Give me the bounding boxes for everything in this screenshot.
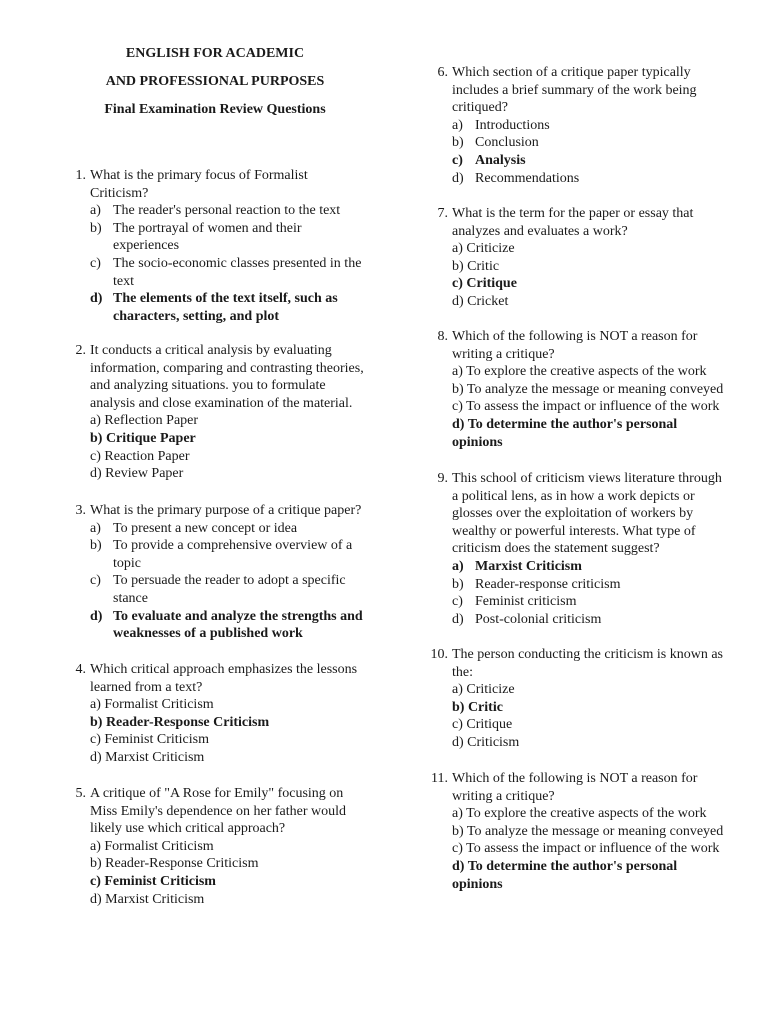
answer-option-correct: b) Critique Paper xyxy=(90,431,196,446)
answer-option: The reader's personal reaction to the text xyxy=(113,203,341,219)
question-text-line: writing a critique? xyxy=(452,346,555,362)
answer-option: text xyxy=(113,273,134,289)
option-label: c) xyxy=(452,153,463,168)
answer-option: Feminist criticism xyxy=(475,594,577,610)
answer-option: a) Reflection Paper xyxy=(90,413,199,429)
option-label: d) xyxy=(90,608,103,624)
question-text-line: a political lens, as in how a work depicts or xyxy=(452,488,695,504)
answer-option: Conclusion xyxy=(475,135,539,151)
question-text-line: What is the term for the paper or essay that xyxy=(452,206,694,221)
question-text-line: information, comparing and contrasting theories, xyxy=(90,360,364,376)
question-text-line: includes a brief summary of the work being xyxy=(452,82,697,98)
question-number: 2. xyxy=(75,343,86,358)
answer-option-correct: c) Feminist Criticism xyxy=(90,874,216,889)
question-text-line: Which of the following is NOT a reason for xyxy=(452,771,698,786)
question-number: 5. xyxy=(75,786,86,801)
question-text-line: This school of criticism views literature through xyxy=(452,471,722,486)
answer-option: a) Criticize xyxy=(452,241,515,257)
question-text-line: What is the primary focus of Formalist xyxy=(90,168,308,183)
option-label: b) xyxy=(90,538,102,554)
answer-option: stance xyxy=(113,591,148,606)
question-text-line: glosses over the exploitation of workers by xyxy=(452,506,694,522)
question-text-line: What is the primary purpose of a critique paper? xyxy=(90,503,362,518)
question-text-line: Which section of a critique paper typically xyxy=(452,65,691,80)
answer-option: The socio-economic classes presented in the xyxy=(113,256,362,271)
answer-option-correct: d) To determine the author's personal xyxy=(452,859,678,874)
option-label: b) xyxy=(452,135,464,151)
answer-option: Recommendations xyxy=(475,170,580,186)
answer-option: c) To assess the impact or influence of the work xyxy=(452,399,720,415)
answer-option: topic xyxy=(113,555,141,571)
answer-option: a) To explore the creative aspects of the work xyxy=(452,364,707,380)
option-label: c) xyxy=(452,594,463,610)
option-label: a) xyxy=(452,559,464,574)
answer-option-correct: Marxist Criticism xyxy=(475,559,582,574)
question-text-line: Which of the following is NOT a reason for xyxy=(452,329,698,344)
answer-option: c) Feminist Criticism xyxy=(90,732,209,748)
option-label: a) xyxy=(90,203,101,219)
question-number: 3. xyxy=(75,503,86,518)
question-number: 8. xyxy=(437,329,448,344)
answer-option: experiences xyxy=(113,238,180,254)
question-text-line: A critique of "A Rose for Emily" focusing on xyxy=(90,786,344,801)
question-text-line: likely use which critical approach? xyxy=(90,821,286,837)
question-text-line: Miss Emily's dependence on her father would xyxy=(90,803,347,819)
answer-option-correct: To evaluate and analyze the strengths and xyxy=(113,608,363,624)
answer-option: b) Critic xyxy=(452,258,500,274)
answer-option: To provide a comprehensive overview of a xyxy=(113,538,353,554)
answer-option-correct: weaknesses of a published work xyxy=(113,626,303,642)
answer-option-correct: c) Critique xyxy=(452,276,517,292)
answer-option: b) To analyze the message or meaning conveyed xyxy=(452,823,724,839)
answer-option: a) Formalist Criticism xyxy=(90,697,214,713)
question-text-line: and analyzing situations. you to formulate xyxy=(90,378,326,394)
answer-option-correct: d) To determine the author's personal xyxy=(452,417,678,432)
option-label: c) xyxy=(90,573,101,589)
option-label: d) xyxy=(452,611,464,627)
option-label: c) xyxy=(90,256,101,271)
answer-option-correct: The elements of the text itself, such as xyxy=(113,291,338,307)
answer-option: Introductions xyxy=(475,117,550,133)
answer-option-correct: opinions xyxy=(452,434,503,450)
answer-option: Post-colonial criticism xyxy=(475,611,602,627)
answer-option-correct: b) Critic xyxy=(452,699,503,715)
option-label: d) xyxy=(90,291,103,307)
answer-option: d) Marxist Criticism xyxy=(90,750,205,765)
question-text-line: criticism does the statement suggest? xyxy=(452,541,660,557)
option-label: a) xyxy=(452,117,463,133)
answer-option: d) Marxist Criticism xyxy=(90,891,205,907)
doc-title-line1: ENGLISH FOR ACADEMIC xyxy=(125,46,305,61)
question-text-line: The person conducting the criticism is known as xyxy=(452,647,723,662)
answer-option: d) Cricket xyxy=(452,294,509,309)
answer-option: c) Reaction Paper xyxy=(90,448,190,464)
answer-option: b) To analyze the message or meaning conveyed xyxy=(452,381,724,397)
answer-option: d) Review Paper xyxy=(90,466,184,482)
question-text-line: Which critical approach emphasizes the lessons xyxy=(90,662,358,677)
answer-option-correct: opinions xyxy=(452,876,503,892)
answer-option: To present a new concept or idea xyxy=(113,520,298,536)
question-text-line: learned from a text? xyxy=(90,679,203,695)
question-number: 6. xyxy=(437,65,448,80)
question-number: 9. xyxy=(437,471,448,486)
question-number: 1. xyxy=(75,168,86,183)
answer-option: a) Criticize xyxy=(452,682,515,698)
question-text-line: analyzes and evaluates a work? xyxy=(452,223,628,239)
question-number: 7. xyxy=(437,206,448,221)
question-number: 11. xyxy=(431,771,448,786)
answer-option: d) Criticism xyxy=(452,735,520,750)
question-text-line: the: xyxy=(452,664,473,680)
answer-option-correct: b) Reader-Response Criticism xyxy=(90,714,270,730)
answer-option: c) Critique xyxy=(452,717,513,733)
question-text-line: Criticism? xyxy=(90,185,149,201)
question-text-line: It conducts a critical analysis by evaluating xyxy=(90,343,332,358)
question-text-line: critiqued? xyxy=(452,100,508,116)
option-label: a) xyxy=(90,520,101,536)
question-text-line: writing a critique? xyxy=(452,788,555,804)
answer-option: c) To assess the impact or influence of the work xyxy=(452,841,720,857)
answer-option: Reader-response criticism xyxy=(475,576,621,592)
option-label: b) xyxy=(90,220,102,236)
answer-option-correct: Analysis xyxy=(475,153,526,168)
question-text-line: wealthy or powerful interests. What type of xyxy=(452,523,696,539)
option-label: d) xyxy=(452,170,464,186)
question-text-line: analysis and close examination of the material. xyxy=(90,395,353,411)
answer-option: The portrayal of women and their xyxy=(113,220,302,236)
doc-subtitle: Final Examination Review Questions xyxy=(104,102,326,117)
doc-title-line2: AND PROFESSIONAL PURPOSES xyxy=(105,74,325,89)
answer-option: b) Reader-Response Criticism xyxy=(90,856,259,872)
answer-option-correct: characters, setting, and plot xyxy=(113,308,280,324)
answer-option: a) Formalist Criticism xyxy=(90,838,214,854)
answer-option: a) To explore the creative aspects of the work xyxy=(452,806,707,822)
option-label: b) xyxy=(452,576,464,592)
question-number: 10. xyxy=(430,647,448,662)
question-number: 4. xyxy=(75,662,86,677)
answer-option: To persuade the reader to adopt a specific xyxy=(113,573,346,589)
